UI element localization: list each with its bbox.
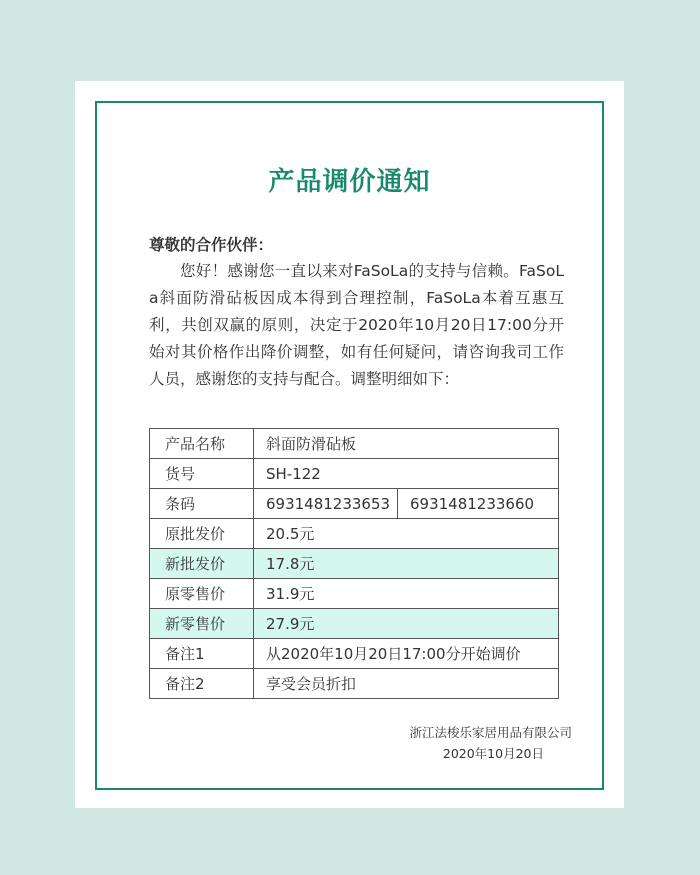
table-row-highlight xyxy=(150,549,559,579)
table-row xyxy=(150,459,559,489)
item-no-label: 货号 xyxy=(150,459,254,489)
note2-value: 享受会员折扣 xyxy=(254,669,559,699)
old-retail-label: 原零售价 xyxy=(150,579,254,609)
table-row xyxy=(150,429,559,459)
note1-label: 备注1 xyxy=(150,639,254,669)
table-row xyxy=(150,489,559,519)
barcode-label: 条码 xyxy=(150,489,254,519)
footer-date: 2020年10月20日 xyxy=(442,746,544,761)
table-row xyxy=(150,519,559,549)
notice-paper xyxy=(75,81,624,808)
barcode-value-2: 6931481233660 xyxy=(398,489,559,519)
price-table xyxy=(149,428,559,699)
table-row xyxy=(150,669,559,699)
new-wholesale-label: 新批发价 xyxy=(150,549,254,579)
table-row-highlight xyxy=(150,609,559,639)
notice-frame xyxy=(95,101,604,790)
product-name-label: 产品名称 xyxy=(150,429,254,459)
table-row xyxy=(150,639,559,669)
table-row xyxy=(150,579,559,609)
notice-title: 产品调价通知 xyxy=(268,167,431,197)
product-name-value: 斜面防滑砧板 xyxy=(254,429,559,459)
item-no-value: SH-122 xyxy=(254,459,559,489)
new-retail-label: 新零售价 xyxy=(150,609,254,639)
footer-company: 浙江法梭乐家居用品有限公司 xyxy=(409,725,572,740)
old-wholesale-label: 原批发价 xyxy=(150,519,254,549)
notice-body: 您好！感谢您一直以来对FaSoLa的支持与信赖。FaSoLa斜面防滑砧板因成本得到合理控制，FaSoLa本着互惠互利，共创双赢的原则，决定于2020年10月20日17:00分开始对其价格作出降价调整，如有任何疑问，请咨询我司工作人员，感谢您的支持与配合。调整明细如下： xyxy=(149,262,564,388)
old-wholesale-value: 20.5元 xyxy=(254,519,559,549)
barcode-value-1: 6931481233653 xyxy=(254,489,398,519)
greeting: 尊敬的合作伙伴： xyxy=(149,236,274,254)
note2-label: 备注2 xyxy=(150,669,254,699)
new-wholesale-value: 17.8元 xyxy=(254,549,559,579)
old-retail-value: 31.9元 xyxy=(254,579,559,609)
note1-value: 从2020年10月20日17:00分开始调价 xyxy=(254,639,559,669)
new-retail-value: 27.9元 xyxy=(254,609,559,639)
